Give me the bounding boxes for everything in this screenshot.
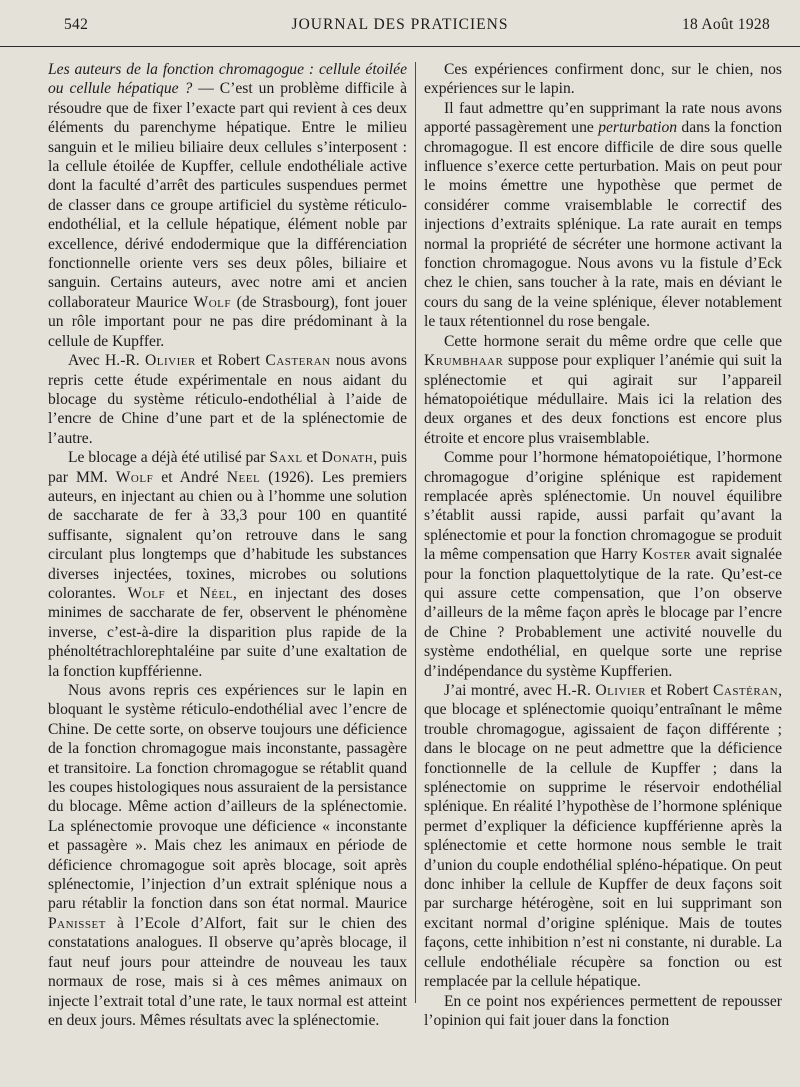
- right-column: [424, 60, 783, 1029]
- paragraph: Ces expériences confirment donc, sur le chien, nos expériences sur le lapin.: [424, 61, 782, 98]
- author-name: Wolf: [115, 468, 154, 486]
- author-name: Krumbhaar: [424, 352, 504, 370]
- paragraph: En ce point nos expériences permettent de repousser l’opinion qui fait jouer dans la fonction: [424, 992, 782, 1029]
- paragraph: Les auteurs de la fonction chromagogue : cellule étoilée ou cellule hépatique ? — C’est un problème difficile à résoudre que de fixer l’exacte part qui revient à ces deux éléments du parenchyme hépatique. Entre le milieu sanguin et le milieu biliaire deux cellules s’interposent : la cellule étoilée de Kupffer, cellule endothéliale active dont la faculté d’arrêt des particules suspendues permet de classer dans ce groupe artificiel du système réticulo-endothélial, et la cellule hépatique, élément noble par excellence, dérivé endodermique que la différenciation fonctionnelle oriente vers ses deux pôles, biliaire et sanguin. Certains auteurs, avec notre ami et ancien collaborateur Maurice Wolf (de Strasbourg), font jouer un rôle important pour ne pas dire prédominant à la cellule de Kupffer.: [48, 61, 407, 350]
- journal-title: JOURNAL DES PRATICIENS: [291, 16, 509, 33]
- column-divider: [415, 62, 416, 1003]
- page-header: [0, 0, 800, 47]
- author-name: Olivier: [145, 352, 196, 370]
- author-name: Casteran: [265, 352, 331, 370]
- section-heading: Les auteurs de la fonction chromagogue : cellule étoilée ou cellule hépatique ?: [48, 61, 407, 98]
- author-name: Panisset: [48, 914, 106, 932]
- author-name: Koster: [642, 546, 692, 564]
- paragraph: Comme pour l’hormone hématopoiétique, l’hormone chromagogue d’origine splénique est rapidement remplacée après splénectomie. Un nouvel équilibre s’établit aussi rapide, aussi parfait qu’avant la splénectomie et pour la fonction chromagogue se produit la même compensation que Harry Koster avait signalée pour la fonction plaquettolytique de la rate. Qu’est-ce qui assure cette compensation, que l’on observe d’ailleurs de la même façon après le blocage par l’encre de Chine ? Probablement une activité nouvelle du système endothélial, en quelque sorte une reprise d’indépendance du système Kupfferien.: [424, 449, 782, 680]
- author-name: Donath: [321, 449, 374, 467]
- left-column: [48, 60, 408, 1029]
- page-number: 542: [64, 16, 89, 33]
- author-name: Saxl: [269, 449, 303, 467]
- paragraph: Le blocage a déjà été utilisé par Saxl et Donath, puis par MM. Wolf et André Neel (1926). Les premiers auteurs, en injectant au chien ou à l’homme une solution de saccharate de fer à 33,3 pour 100 en quantité suffisante, signalent qu’on retrouve dans le sang circulant plus longtemps que d’habitude les substances diverses injectées, toxines, microbes ou solutions colorantes. Wolf et Néel, en injectant des doses minimes de saccharate de fer, observent le phénomène inverse, c’est-à-dire la disparition plus rapide de la phénoltétrachlorephtaléine par suite d’une exaltation de la fonction kupfférienne.: [48, 449, 408, 680]
- paragraph: Il faut admettre qu’en supprimant la rate nous avons apporté passagèrement une perturbation dans la fonction chromagogue. Il est encore difficile de dire sous quelle influence s’exerce cette perturbation. Mais on peut pour le moins émettre une hypothèse que permet de considérer comme vraisemblable le correctif des injections d’extraits splénique. La rate aurait en temps normal la propriété de sécréter une hormone activant la fonction chromagogue. Nous avons vu la fistule d’Eck chez le chien, sans toucher à la rate, mais en déviant le cours du sang de la veine splénique, élever notablement le taux rétentionnel du rose bengale.: [424, 99, 782, 331]
- emphasis: perturbation: [598, 119, 678, 137]
- author-name: Castéran: [712, 682, 779, 699]
- author-name: Néel: [199, 584, 233, 602]
- paragraph: Cette hormone serait du même ordre que celle que Krumbhaar suppose pour expliquer l’anémie qui suit la splénectomie et qui agirait sur l’appareil hématopoiétique médullaire. Mais ici la relation des deux organes et des deux fonctions est encore plus étroite et encore plus vraisemblable.: [424, 332, 782, 447]
- author-name: Wolf: [127, 584, 166, 602]
- author-name: Neel: [226, 468, 261, 486]
- paragraph: Nous avons repris ces expériences sur le lapin en bloquant le système réticulo-endothélial avec l’encre de Chine. De cette sorte, on observe toujours une déficience de la fonction chromagogue mais inconstante, passagère et transitoire. La fonction chromagogue se rétablit quand les coupes histologiques nous assuraient de la persistance du blocage. Même action d’ailleurs de la splénectomie. La splénectomie provoque une déficience « inconstante et passagère ». Mais chez les animaux en période de déficience chromagogue soit après blocage, soit après splénectomie, l’injection d’un extrait splénique nous a paru rétablir la fonction dans son état normal. Maurice Panisset à l’Ecole d’Alfort, fait sur le chien des constatations analogues. Il observe qu’après blocage, il faut neuf jours pour atteindre de nouveau les taux normaux de rose, mais si à ces mêmes animaux on injecte l’extrait total d’une rate, le taux normal est atteint en deux jours. Mêmes résultats avec la splénectomie.: [48, 682, 407, 1029]
- author-name: Wolf: [193, 293, 231, 311]
- paragraph: J’ai montré, avec H.-R. Olivier et Robert Castéran, que blocage et splénectomie quoiqu’entraînant le même trouble chromagogue, agissaient de façon différente ; dans le blocage on ne peut admettre que la déficience fonctionnelle de la cellule de Kupffer ; dans la splénectomie on supprime le réservoir endothélial splénique. En réalité l’hypothèse de l’hormone splénique permet d’expliquer la déficience kupfférienne après la splénectomie et cette hormone nous semble le trait d’union du couple endothélial spléno-hépatique. On peut donc inhiber la cellule de Kupffer de deux façons soit par surcharge hétérogène, soit en lui supprimant son excitant normal d’origine splénique. Mais de toutes façons, cette inhibition n’est ni constante, ni durable. La cellule endothéliale récupère sa fonction ou est remplacée par la cellule hépatique.: [424, 682, 783, 991]
- paragraph: Avec H.-R. Olivier et Robert Casteran nous avons repris cette étude expérimentale en nous aidant du blocage du système réticulo-endothélial à l’aide de l’encre de Chine d’une part et de la splénectomie de l’autre.: [48, 352, 408, 447]
- author-name: Olivier: [595, 682, 647, 699]
- issue-date: 18 Août 1928: [682, 16, 770, 33]
